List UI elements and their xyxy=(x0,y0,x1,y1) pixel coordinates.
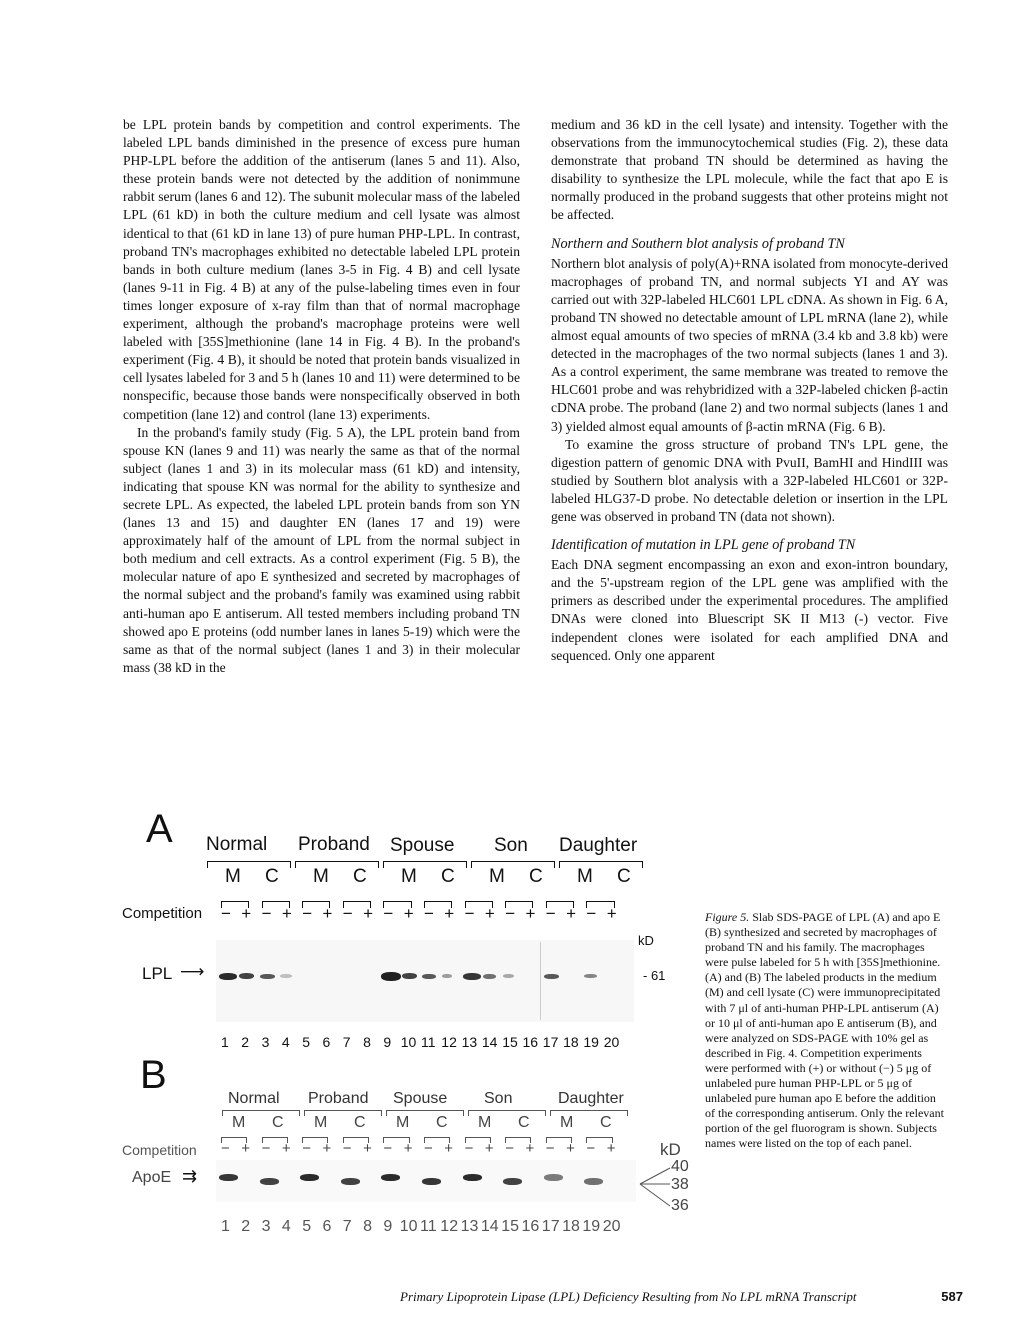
lpl-band xyxy=(239,973,254,979)
lpl-band xyxy=(544,974,559,979)
panel-a-lane-number: 16 xyxy=(522,1034,539,1050)
panel-b-lane-number: 12 xyxy=(440,1218,459,1235)
panel-b-sign-minus: − xyxy=(586,1140,596,1157)
lpl-band xyxy=(503,974,514,978)
panel-a-fraction-m: M xyxy=(577,866,593,887)
apoe-band xyxy=(260,1178,279,1185)
panel-a-fraction-m: M xyxy=(225,866,241,887)
panel-b-apoe-label: ApoE xyxy=(132,1169,172,1186)
panel-b-group-son: Son xyxy=(484,1090,513,1107)
panel-a-sign-plus: + xyxy=(403,904,414,923)
panel-a-lane-number: 1 xyxy=(221,1034,229,1050)
panel-a-fraction-c: C xyxy=(265,866,279,887)
panel-b-lane-number: 13 xyxy=(460,1218,479,1235)
panel-b-lane-number: 4 xyxy=(281,1218,291,1235)
panel-a-gel-image xyxy=(216,940,634,1022)
panel-a-kd-label: kD xyxy=(638,933,654,948)
panel-a-sign-minus: − xyxy=(261,904,272,923)
panel-b-sign-minus: − xyxy=(505,1140,514,1157)
panel-b-fraction-c: C xyxy=(436,1114,448,1131)
apoe-band xyxy=(463,1174,482,1181)
panel-a-lane-number: 10 xyxy=(400,1034,417,1050)
panel-b-lane-number: 15 xyxy=(501,1218,519,1235)
panel-a-lane-number: 17 xyxy=(542,1034,559,1050)
panel-a-sign-plus: + xyxy=(281,904,292,923)
panel-a-lane-number: 11 xyxy=(421,1034,436,1050)
panel-a-lane-number: 3 xyxy=(261,1034,270,1050)
panel-b-lane-number: 19 xyxy=(582,1218,601,1235)
panel-a-sign-minus: − xyxy=(221,904,231,923)
panel-b-sign-minus: − xyxy=(464,1140,474,1157)
panel-b-fraction-m: M xyxy=(560,1114,574,1131)
panel-b-sign-plus: + xyxy=(525,1140,535,1157)
panel-b-marker-40: 40 xyxy=(671,1158,689,1175)
panel-b-sign-plus: + xyxy=(484,1140,494,1157)
apoe-band xyxy=(544,1174,563,1181)
panel-b-sign-minus: − xyxy=(424,1140,433,1157)
panel-a-competition-label: Competition xyxy=(122,905,203,922)
panel-b-fraction-c: C xyxy=(272,1114,284,1131)
lpl-band xyxy=(381,972,401,981)
panel-a-sign-plus: + xyxy=(606,904,617,923)
panel-a-fraction-c: C xyxy=(529,866,543,887)
panel-b-sign-plus: + xyxy=(241,1140,251,1157)
panel-b-fraction-m: M xyxy=(314,1114,328,1131)
panel-a-group-son: Son xyxy=(494,835,528,856)
lpl-band xyxy=(219,973,237,980)
lpl-band xyxy=(422,974,436,979)
panel-b-sign-minus: − xyxy=(261,1140,271,1157)
lpl-band xyxy=(483,974,496,979)
panel-a-fraction-c: C xyxy=(441,866,455,887)
panel-a-fraction-m: M xyxy=(313,866,329,887)
panel-b-lane-number: 6 xyxy=(322,1218,332,1235)
panel-a-sign-plus: + xyxy=(525,904,536,923)
panel-a-sign-plus: + xyxy=(566,904,577,923)
panel-b-lane-number: 8 xyxy=(363,1218,372,1235)
panel-b-marker-leader-lines xyxy=(638,1162,672,1212)
panel-b-sign-plus: + xyxy=(566,1140,575,1157)
panel-b-sign-minus: − xyxy=(342,1140,352,1157)
left-text-column xyxy=(123,116,520,677)
caption-text: Slab SDS-PAGE of LPL (A) and apo E (B) synthesized and secreted by macrophages of proband TN and his family. The macrophages were pulse labeled for 5 h with [35S]methionine. (A) and (B) The labeled products in the medium (M) and cell lysate (C) were immunoprecipitated with 7 μl of anti-human PHP-LPL antiserum (A) or 10 μl of anti-human apo E antiserum (B), and were analyzed on SDS-PAGE with 10% gel as described in Fig. 4. Competition experiments were performed with (+) or without (−) 5 μg of unlabeled pure human PHP-LPL or 5 μg of unlabeled pure human apo E before the addition of the corresponding antiserum. Only the relevant portion of the gel fluorogram is shown. Subjects names were listed on the top of each panel. xyxy=(705,910,944,1151)
panel-b-fraction-m: M xyxy=(478,1114,492,1131)
panel-b-group-normal: Normal xyxy=(228,1090,280,1107)
lpl-band xyxy=(280,974,292,978)
panel-b-apoe-arrow: ⇉ xyxy=(182,1166,198,1186)
panel-b-fraction-c: C xyxy=(518,1114,530,1131)
apoe-band xyxy=(503,1178,522,1185)
right-text-column xyxy=(551,116,948,665)
panel-b-lane-number: 5 xyxy=(302,1218,312,1235)
lpl-band xyxy=(260,974,275,979)
panel-b-sign-plus: + xyxy=(322,1140,332,1157)
panel-a-lane-number: 9 xyxy=(383,1034,392,1050)
panel-b-group-spouse: Spouse xyxy=(393,1090,448,1107)
apoe-band xyxy=(219,1174,238,1181)
panel-a-sign-plus: + xyxy=(241,904,252,923)
panel-b-kd-label: kD xyxy=(660,1140,681,1159)
panel-a-lane-number: 13 xyxy=(461,1034,478,1050)
right-paragraph-3: To examine the gross structure of proband TN's LPL gene, the digestion pattern of genomic DNA with PvuII, BamHI and HindIII was studied by Southern blot analysis with a 32P-labeled HLC601 or 32P-labeled HLG37-D probe. No detectable deletion or insertion in the LPL gene was observed in proband TN (data not shown). xyxy=(551,436,948,524)
right-paragraph-1: medium and 36 kD in the cell lysate) and intensity. Together with the observations from the immunocytochemical studies (Fig. 2), these data demonstrate that proband TN should be determined as having the disability to synthesize the LPL molecule, while the fact that apo E is normally produced in the proband suggests that other proteins might not be affected. xyxy=(551,117,948,223)
panel-a-lane-number: 7 xyxy=(342,1034,351,1050)
panel-a-lpl-label: LPL xyxy=(142,964,173,983)
panel-a-sign-plus: + xyxy=(363,904,374,923)
leader-line-36 xyxy=(640,1184,670,1206)
panel-b-sign-minus: − xyxy=(383,1140,393,1157)
panel-a-sign-minus: − xyxy=(302,904,313,923)
lpl-band xyxy=(463,973,481,980)
panel-a-group-proband: Proband xyxy=(298,834,370,855)
panel-b-sign-plus: + xyxy=(281,1140,291,1157)
apoe-band xyxy=(584,1178,603,1185)
panel-a-lpl-arrow: ⟶ xyxy=(180,962,205,981)
lpl-band xyxy=(402,973,417,979)
section-heading-mutation: Identification of mutation in LPL gene of proband TN xyxy=(551,537,856,554)
panel-b-lane-number: 1 xyxy=(221,1218,230,1235)
panel-b-lane-number: 20 xyxy=(602,1218,621,1235)
panel-a-fraction-c: C xyxy=(617,866,631,887)
panel-a-sign-minus: − xyxy=(545,904,556,923)
panel-a-fraction-c: C xyxy=(353,866,367,887)
panel-b-sign-minus: − xyxy=(545,1140,555,1157)
panel-b-letter: B xyxy=(140,1053,167,1097)
panel-a-sign-plus: + xyxy=(484,904,495,923)
panel-a-lane-number: 8 xyxy=(363,1034,371,1050)
panel-a-lane-number: 20 xyxy=(603,1034,620,1050)
panel-a-lane-number: 12 xyxy=(441,1034,457,1050)
panel-a-group-daughter: Daughter xyxy=(559,835,638,856)
panel-b-lane-number: 17 xyxy=(541,1218,560,1235)
panel-a-sign-minus: − xyxy=(424,904,434,923)
gel-splice-line xyxy=(540,942,541,1020)
panel-b-sign-plus: + xyxy=(363,1140,372,1157)
left-paragraph-2: In the proband's family study (Fig. 5 A), the LPL protein band from spouse KN (lanes 9 and 11) was nearly the same as that of the normal subject (lanes 1 and 3) in its molecular mass (61 kD) and intensity, indicating that spouse KN was normal for the ability to synthesize and secrete LPL. As expected, the labeled LPL protein bands from son YN (lanes 13 and 15) and daughter EN (lanes 17 and 19) were approximately half of the amount of LPL from the normal subject in both medium and cell extracts. As a control experiment (Fig. 5 B), the molecular nature of apo E synthesized and secreted by macrophages of the normal subject and the proband's family was examined using rabbit anti-human apo E antiserum. All tested members including proband TN showed apo E proteins (odd number lanes in lanes 5-19) which were the same as that of the normal subject (lanes 1 and 3) in their molecular mass (38 kD in the xyxy=(123,424,520,675)
panel-a-sign-plus: + xyxy=(444,904,455,923)
running-title: Primary Lipoprotein Lipase (LPL) Deficiency Resulting from No LPL mRNA Transcript xyxy=(400,1289,857,1304)
panel-a-marker-61: - 61 xyxy=(643,968,666,983)
panel-a-sign-minus: − xyxy=(342,904,353,923)
panel-a-sign-minus: − xyxy=(464,904,475,923)
panel-b-sign-minus: − xyxy=(221,1140,230,1157)
panel-a-letter: A xyxy=(146,807,173,851)
section-heading-northern-southern: Northern and Southern blot analysis of proband TN xyxy=(551,235,845,252)
leader-line-40 xyxy=(640,1168,670,1184)
page-footer xyxy=(400,1289,963,1305)
page-number: 587 xyxy=(941,1289,963,1304)
panel-b-lane-number: 9 xyxy=(383,1218,393,1235)
panel-a-sign-minus: − xyxy=(586,904,597,923)
figure-caption xyxy=(705,910,947,1152)
panel-b-sign-plus: + xyxy=(403,1140,413,1157)
panel-b-lane-number: 3 xyxy=(261,1218,271,1235)
panel-a-sign-plus: + xyxy=(322,904,333,923)
panel-b-fraction-c: C xyxy=(600,1114,612,1131)
lpl-band xyxy=(584,974,597,978)
panel-a-lane-number: 14 xyxy=(481,1034,498,1050)
panel-a-fraction-m: M xyxy=(489,866,505,887)
apoe-band xyxy=(341,1178,360,1185)
panel-a-lane-number: 4 xyxy=(281,1034,290,1050)
panel-b-lane-number: 16 xyxy=(521,1218,540,1235)
panel-b-fraction-m: M xyxy=(232,1114,246,1131)
panel-b-lane-number: 11 xyxy=(420,1218,437,1235)
panel-a-lane-number: 19 xyxy=(583,1034,599,1050)
figure-5 xyxy=(118,807,689,1248)
panel-a-lane-number: 18 xyxy=(563,1034,579,1050)
panel-a-fraction-m: M xyxy=(401,866,417,887)
panel-b-group-daughter: Daughter xyxy=(558,1090,624,1107)
panel-b-marker-38: 38 xyxy=(671,1176,689,1193)
panel-b-fraction-m: M xyxy=(396,1114,410,1131)
panel-a-lane-number: 15 xyxy=(502,1034,518,1050)
panel-b-sign-minus: − xyxy=(302,1140,311,1157)
panel-b-sign-plus: + xyxy=(444,1140,454,1157)
apoe-band xyxy=(300,1174,319,1181)
panel-b-marker-36: 36 xyxy=(671,1197,689,1214)
panel-b-lane-number: 7 xyxy=(342,1218,352,1235)
panel-a-lane-number: 6 xyxy=(322,1034,331,1050)
panel-b-competition-label: Competition xyxy=(122,1142,197,1158)
panel-b-fraction-c: C xyxy=(354,1114,366,1131)
lpl-band xyxy=(442,974,452,978)
panel-b-lane-number: 14 xyxy=(480,1218,499,1235)
panel-b-group-proband: Proband xyxy=(308,1090,369,1107)
panel-b-lane-number: 2 xyxy=(241,1218,251,1235)
panel-b-sign-plus: + xyxy=(606,1140,616,1157)
panel-a-group-spouse: Spouse xyxy=(390,835,455,856)
caption-figure-label: Figure 5. xyxy=(705,910,750,924)
panel-b-lane-number: 10 xyxy=(399,1218,418,1235)
panel-a-lane-number: 2 xyxy=(241,1034,250,1050)
panel-a-sign-minus: − xyxy=(383,904,394,923)
left-paragraph-1: be LPL protein bands by competition and control experiments. The labeled LPL bands diminished in the presence of excess pure human PHP-LPL before the addition of the antiserum (lanes 5 and 11). Also, these protein bands were not detected by the addition of nonimmune rabbit serum (lanes 6 and 12). The subunit molecular mass of the labeled LPL (61 kD) in both the culture medium and cell lysate was almost identical to that (61 kD in lane 13) of pure human PHP-LPL. In contrast, proband TN's macrophages exhibited no detectable labeled LPL protein bands in both culture medium (lanes 3-5 in Fig. 4 B) and cell lysate (lanes 9-11 in Fig. 4 B) at any of the pulse-labeling times even in four times longer exposure of x-ray film than that of normal macrophage experiment, although the proband's macrophage proteins were well labeled with [35S]methionine (lane 14 in Fig. 4 B). In the proband's experiment (Fig. 4 B), it should be noted that protein bands visualized in cell lysates labeled for 3 and 5 h (lanes 10 and 11) were determined to be nonspecific, because those bands were nonspecifically observed in both competition (lane 12) and control (lane 13) experiments. xyxy=(123,117,520,422)
panel-a-lane-number: 5 xyxy=(302,1034,310,1050)
right-paragraph-2: Northern blot analysis of poly(A)+RNA isolated from monocyte-derived macrophages of proband TN, and normal subjects YI and AY was carried out with 32P-labeled HLC601 LPL cDNA. As shown in Fig. 6 A, proband TN showed no detectable amount of LPL mRNA (lane 2), while almost equal amounts of two species of mRNA (3.4 kb and 3.8 kb) were detected in the macrophages of the two normal subjects (lanes 1 and 3). As a control experiment, the same membrane was treated to remove the HLC601 probe and was rehybridized with a 32P-labeled chicken β-actin cDNA probe. The proband (lane 2) and two normal subjects (lanes 1 and 3) yielded almost equal amounts of β-actin mRNA (Fig. 6 B). xyxy=(551,255,948,434)
right-paragraph-4: Each DNA segment encompassing an exon and exon-intron boundary, and the 5'-upstream region of the LPL gene was amplified with the primers as described under the experimental procedures. The amplified DNAs were cloned into Bluescript SK II M13 (-) vector. Five independent clones were isolated for each amplified DNA and sequenced. Only one apparent xyxy=(551,557,948,663)
apoe-band xyxy=(422,1178,441,1185)
apoe-band xyxy=(381,1174,400,1181)
panel-a-group-normal: Normal xyxy=(206,834,268,855)
panel-a-sign-minus: − xyxy=(505,904,516,923)
panel-b-lane-number: 18 xyxy=(562,1218,580,1235)
